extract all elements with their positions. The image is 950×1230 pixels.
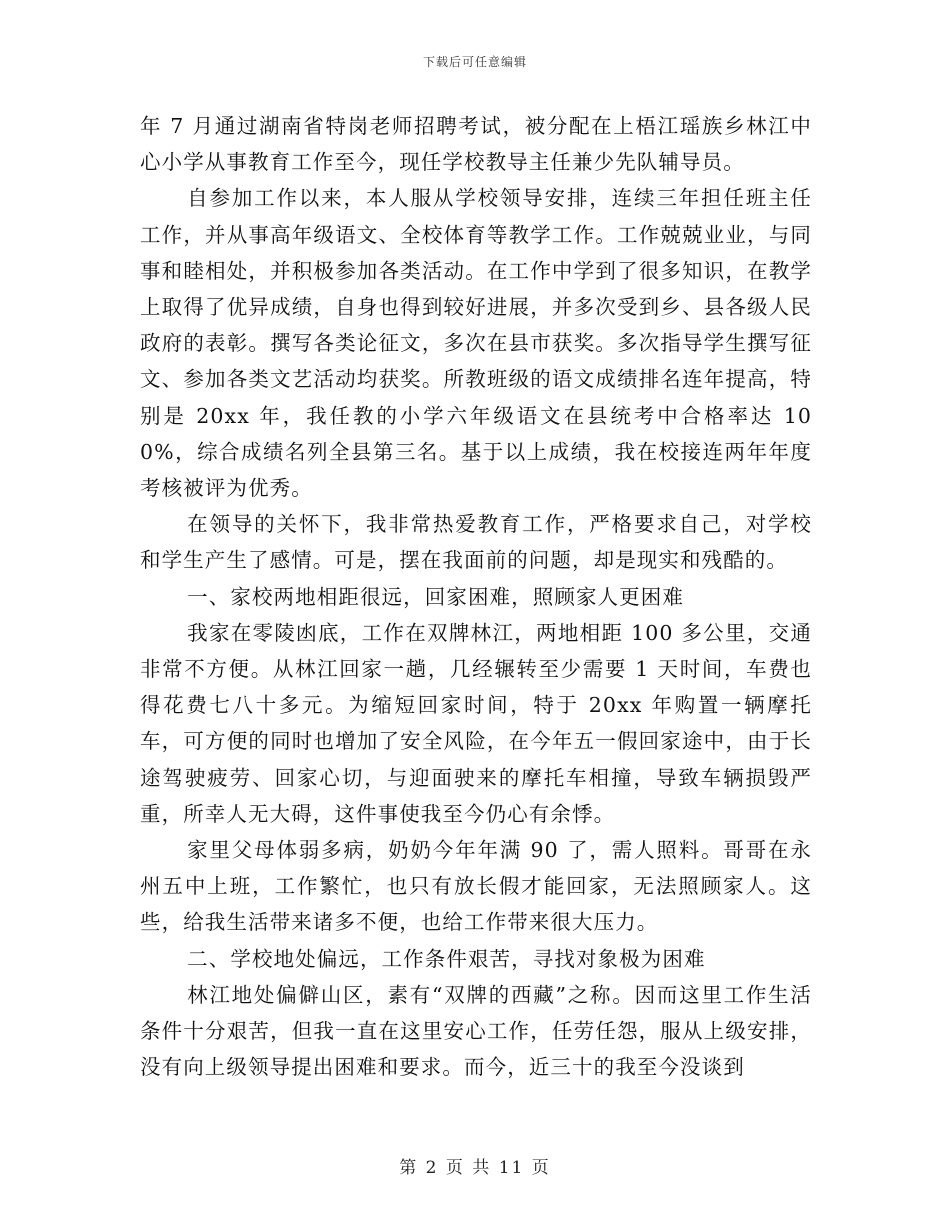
paragraph: 在领导的关怀下，我非常热爱教育工作，严格要求自己，对学校和学生产生了感情。可是，摆在我面前的问题，却是现实和残酷的。: [140, 512, 812, 573]
section-heading: 一、家校两地相距很远，回家困难，照顾家人更困难: [187, 584, 684, 609]
section-heading: 二、学校地处偏远，工作条件艰苦，寻找对象极为困难: [187, 946, 706, 971]
page-number-footer: 第 2 页 共 11 页: [399, 1158, 551, 1178]
paragraph: 林江地处偏僻山区，素有“双牌的西藏”之称。因而这里工作生活条件十分艰苦，但我一直在这里安心工作，任劳任怨，服从上级安排，没有向上级领导提出困难和要求。而今，近三十的我至今没谈到: [140, 982, 812, 1080]
page-header: 下载后可任意编辑: [422, 55, 527, 69]
paragraph: 自参加工作以来，本人服从学校领导安排，连续三年担任班主任工作，并从事高年级语文、全校体育等教学工作。工作兢兢业业，与同事和睦相处，并积极参加各类活动。在工作中学到了很多知识，在教学上取得了优异成绩，自身也得到较好进展，并多次受到乡、县各级人民政府的表彰。撰写各类论征文，多次在县市获奖。多次指导学生撰写征文、参加各类文艺活动均获奖。所教班级的语文成绩排名连年提高，特别是 20xx 年，我任教的小学六年级语文在县统考中合格率达 100%，综合成绩名列全县第三名。基于以上成绩，我在校接连两年年度考核被评为优秀。: [140, 186, 812, 501]
document-body: [140, 108, 812, 1085]
paragraph: 家里父母体弱多病，奶奶今年年满 90 了，需人照料。哥哥在永州五中上班，工作繁忙，也只有放长假才能回家，无法照顾家人。这些，给我生活带来诸多不便，也给工作带来很大压力。: [140, 838, 812, 935]
paragraph: 年 7 月通过湖南省特岗老师招聘考试，被分配在上梧江瑶族乡林江中心小学从事教育工作至今，现任学校教导主任兼少先队辅导员。: [140, 114, 812, 175]
paragraph: 我家在零陵凼底，工作在双牌林江，两地相距 100 多公里，交通非常不方便。从林江回家一趟，几经辗转至少需要 1 天时间，车费也得花费七八十多元。为缩短回家时间，特于 20xx 年购置一辆摩托车，可方便的同时也增加了安全风险，在今年五一假回家途中，由于长途驾驶疲劳、回家心切，与迎面驶来的摩托车相撞，导致车辆损毁严重，所幸人无大碍，这件事使我至今仍心有余悸。: [140, 620, 812, 826]
